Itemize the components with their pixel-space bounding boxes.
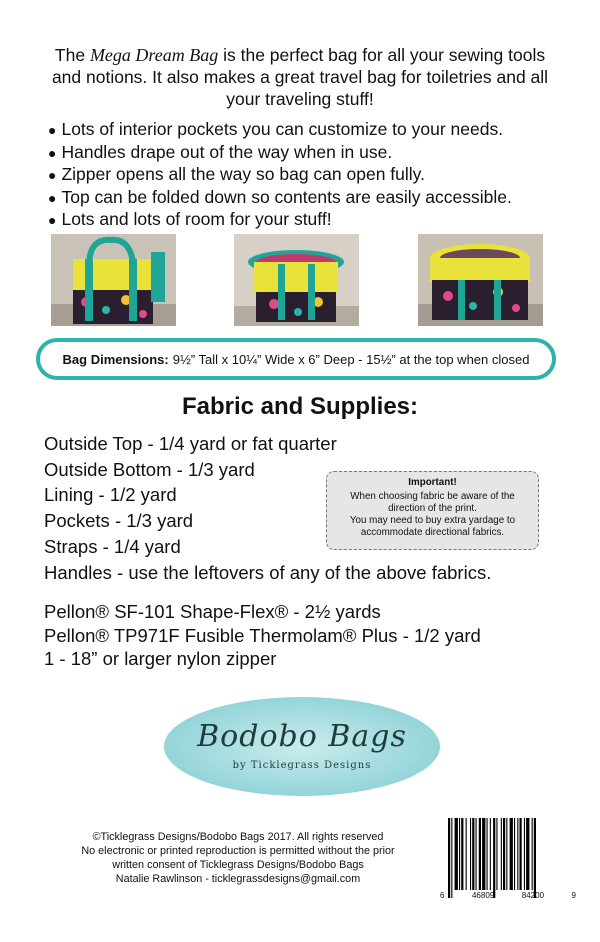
feature-item: ● Handles drape out of the way when in use.: [48, 142, 588, 165]
important-title: Important!: [408, 477, 457, 488]
feature-item: ● Zipper opens all the way so bag can open fully.: [48, 164, 588, 187]
fabric-item: Pockets - 1/3 yard: [44, 510, 194, 532]
feature-list: [48, 119, 588, 232]
supplies-list: [44, 600, 594, 671]
important-line: accommodate directional fabrics.: [360, 527, 505, 538]
supply-item: 1 - 18” or larger nylon zipper: [44, 648, 277, 669]
copyright-line: Natalie Rawlinson - ticklegrassdesigns@gmail.com: [115, 873, 361, 885]
bag-photo-closed: [51, 234, 176, 326]
supply-item: Pellon® TP971F Fusible Thermolam® Plus - 1/2 yard: [44, 624, 481, 646]
important-line: direction of the print.: [388, 503, 477, 514]
fabric-item: Straps - 1/4 yard: [44, 535, 181, 557]
important-line: You may need to buy extra yardage to: [349, 515, 516, 526]
barcode-digit-group: 6: [440, 891, 445, 900]
bag-photo-folded: [418, 234, 543, 326]
fabric-item: Handles - use the leftovers of any of the above fabrics.: [44, 561, 492, 583]
logo-name: Bodobo Bags: [197, 719, 407, 754]
fabric-item: Outside Top - 1/4 yard or fat quarter: [44, 433, 337, 454]
intro-post: is the perfect bag for all your sewing tools and notions. It also makes a great travel bag for toiletries and all your traveling stuff!: [51, 45, 549, 109]
copyright-block: [58, 830, 418, 886]
dimensions-label: Bag Dimensions:: [62, 351, 169, 367]
bodobo-bags-logo: [164, 697, 440, 796]
feature-item: ● Lots and lots of room for your stuff!: [48, 209, 588, 232]
fabric-item: Outside Bottom - 1/3 yard: [44, 458, 255, 480]
fabric-item: Lining - 1/2 yard: [44, 484, 177, 506]
fabric-supplies-heading: Fabric and Supplies:: [181, 393, 419, 420]
feature-item: ● Top can be folded down so contents are easily accessible.: [48, 187, 588, 210]
supply-item: Pellon® SF-101 Shape-Flex® - 2½ yards: [44, 601, 381, 622]
copyright-line: No electronic or printed reproduction is permitted without the prior: [81, 845, 395, 857]
logo-subtitle: by Ticklegrass Designs: [232, 760, 372, 771]
barcode-digit-group: 84200: [521, 891, 545, 900]
feature-item: ● Lots of interior pockets you can customize to your needs.: [48, 119, 588, 142]
copyright-line: ©Ticklegrass Designs/Bodobo Bags 2017. All rights reserved: [92, 831, 384, 843]
copyright-line: written consent of Ticklegrass Designs/Bodobo Bags: [112, 859, 364, 871]
bag-photo-open: [234, 234, 359, 326]
bag-name: Mega Dream Bag: [89, 45, 219, 65]
intro-paragraph: [40, 44, 560, 110]
important-line: When choosing fabric be aware of the: [350, 491, 515, 502]
intro-pre: The: [54, 45, 90, 65]
barcode-digit-group: 46809: [471, 891, 495, 900]
dimensions-value: 9½” Tall x 10¼” Wide x 6” Deep - 15½” at the top when closed: [172, 351, 530, 367]
barcode-digit-group: 9: [571, 891, 576, 900]
barcode-numbers: [440, 891, 576, 900]
bag-dimensions-box: [36, 338, 556, 380]
important-note: [326, 471, 539, 550]
